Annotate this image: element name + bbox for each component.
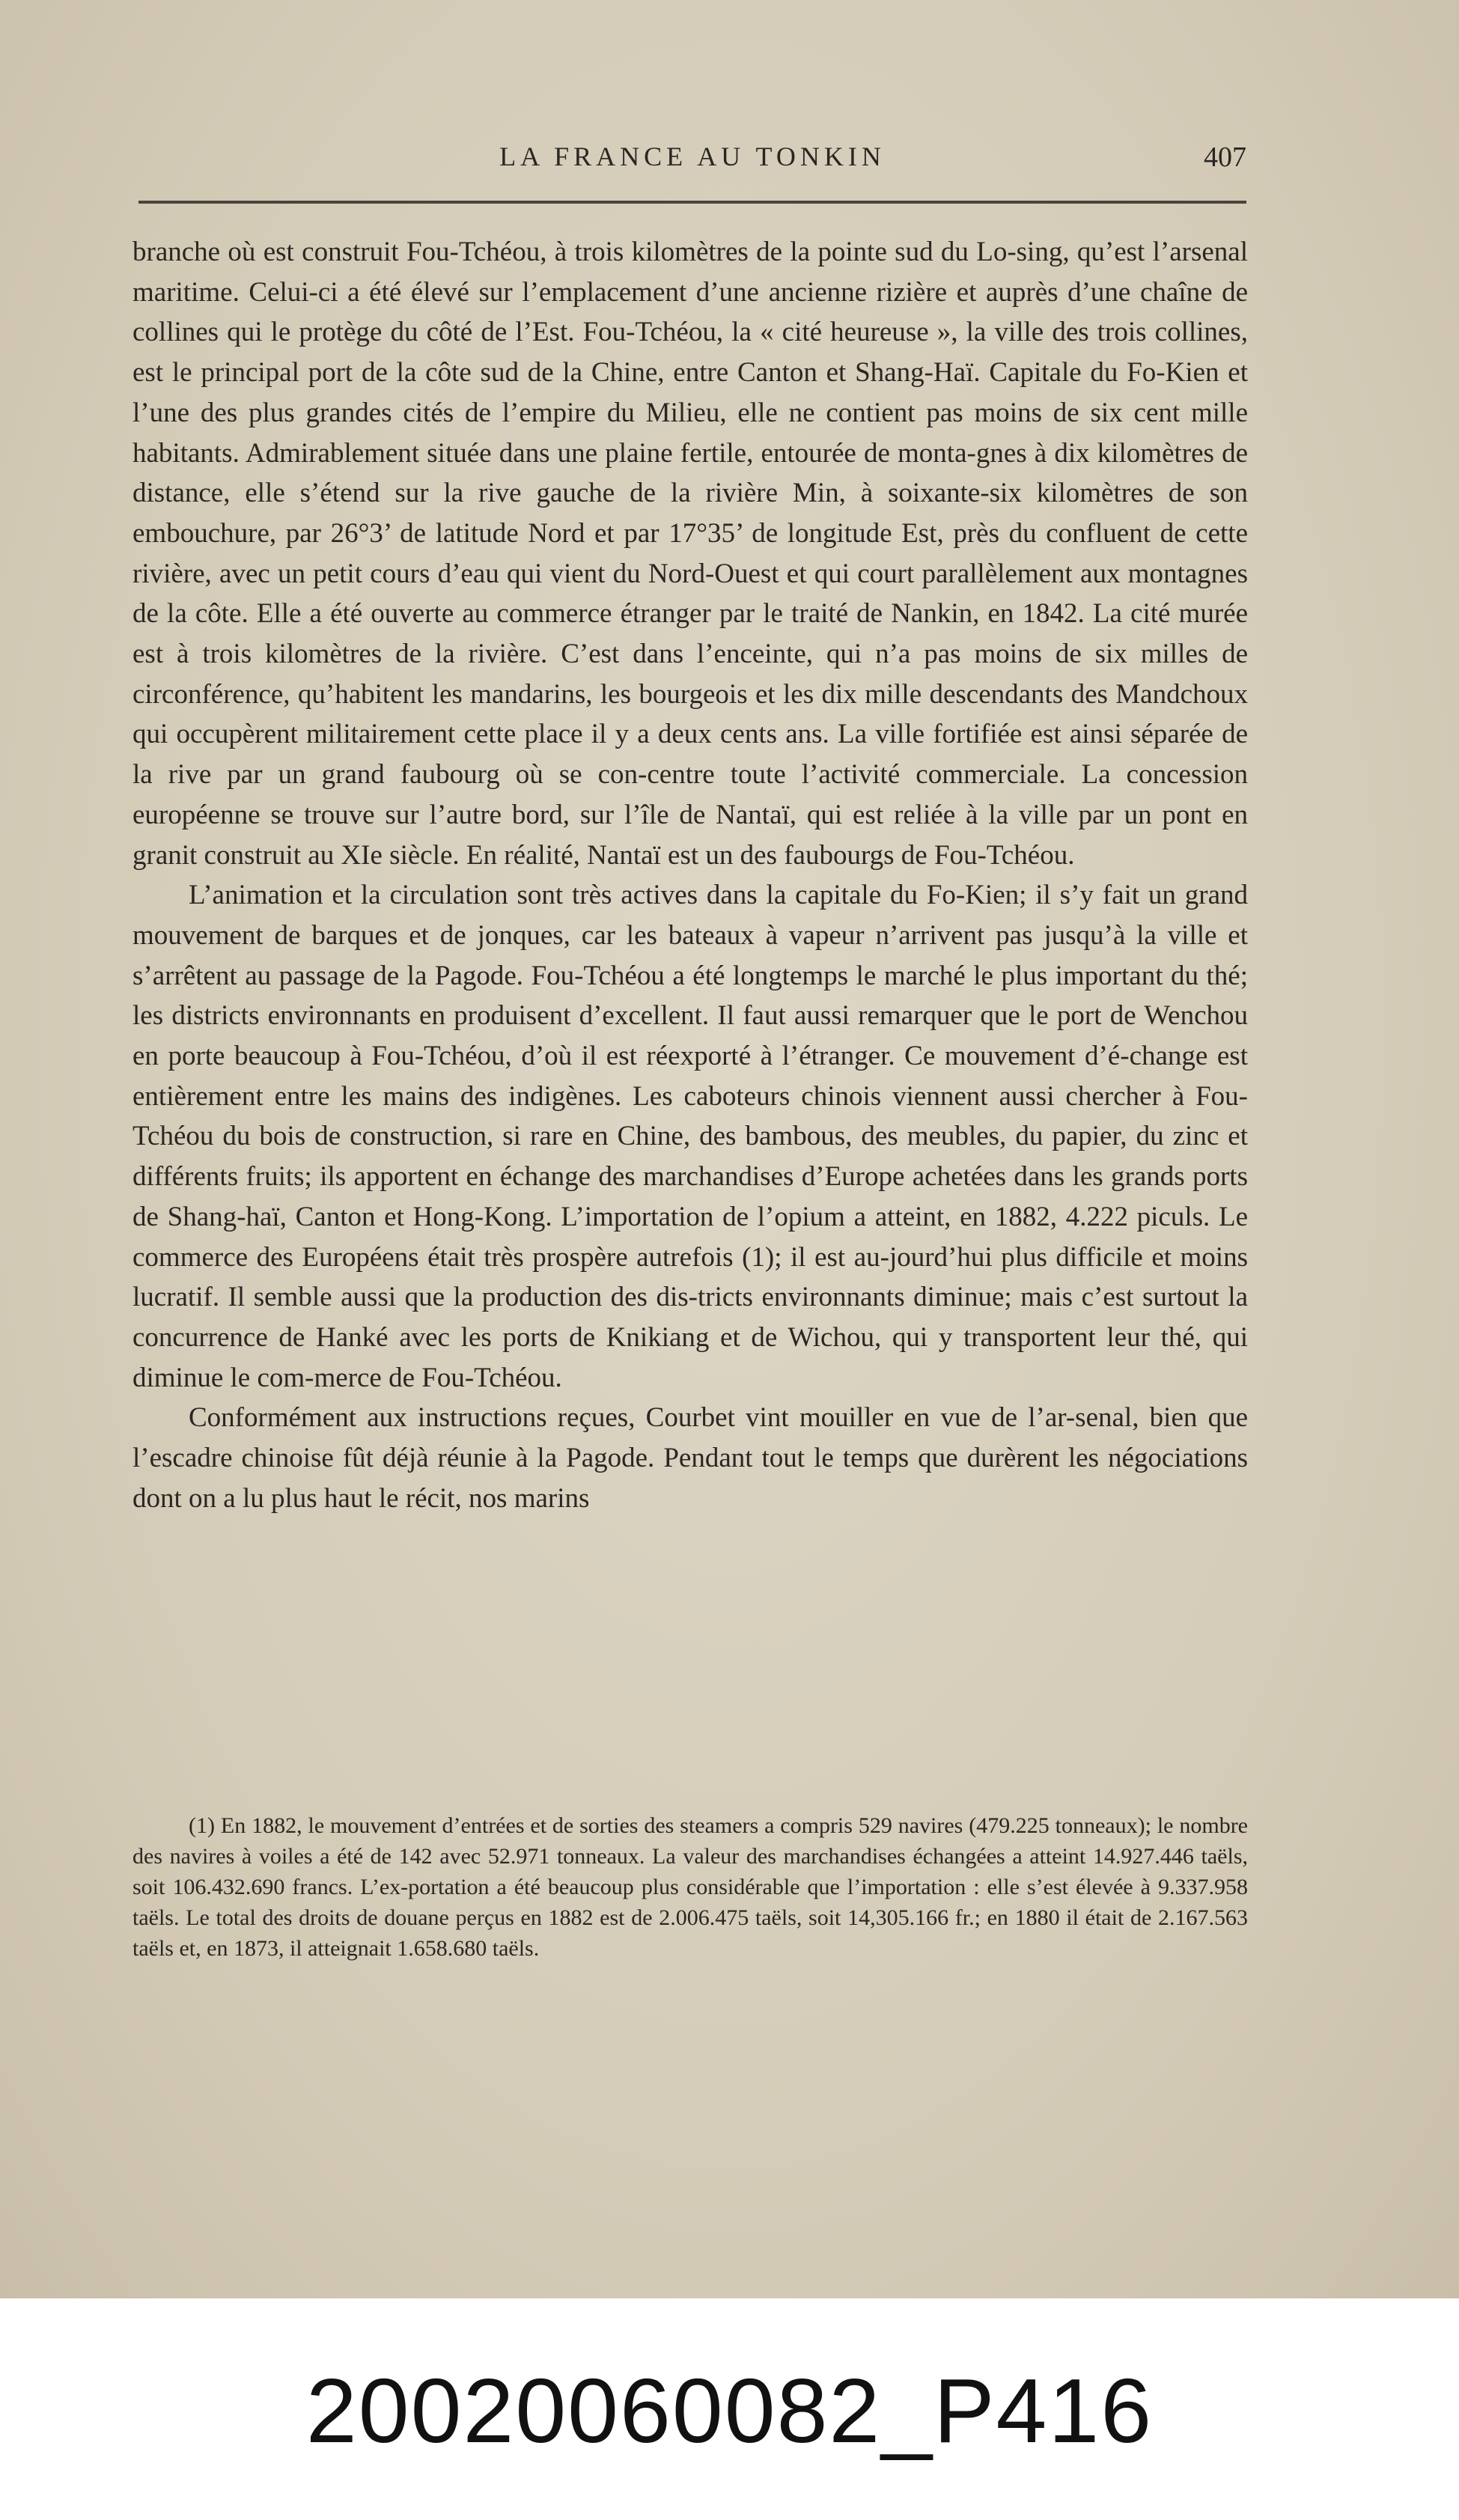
footnote-1: (1) En 1882, le mouvement d’entrées et de sorties des steamers a compris 529 navires (479.225 tonneaux); le nombre des navires à voiles a été de 142 avec 52.971 tonneaux. La valeur des marchandises échangées a atteint 14.927.446 taëls, soit 106.432.690 francs. L’ex-portation a été beaucoup plus considérable que l’importation : elle s’est élevée à 9.337.958 taëls. Le total des droits de douane perçus en 1882 est de 2.006.475 taëls, soit 14,305.166 fr.; en 1880 il était de 2.167.563 taëls et, en 1873, il atteignait 1.658.680 taëls. [133, 1813, 1248, 1961]
page-number: 407 [1204, 141, 1246, 173]
body-text [133, 232, 1248, 1519]
footnote-block [133, 1810, 1248, 1964]
running-head [138, 141, 1246, 178]
paragraph-1: branche où est construit Fou-Tchéou, à trois kilomètres de la pointe sud du Lo-sing, qu’est l’arsenal maritime. Celui-ci a été élevé sur l’emplacement d’une ancienne rizière et auprès d’une chaîne de collines qui le protège du côté de l’Est. Fou-Tchéou, la « cité heureuse », la ville des trois collines, est le principal port de la côte sud de la Chine, entre Canton et Shang-Haï. Capitale du Fo-Kien et l’une des plus grandes cités de l’empire du Milieu, elle ne contient pas moins de six cent mille habitants. Admirablement située dans une plaine fertile, entourée de monta-gnes à dix kilomètres de distance, elle s’étend sur la rive gauche de la rivière Min, à soixante-six kilomètres de son embouchure, par 26°3’ de latitude Nord et par 17°35’ de longitude Est, près du confluent de cette rivière, avec un petit cours d’eau qui vient du Nord-Ouest et qui court parallèlement aux montagnes de la côte. Elle a été ouverte au commerce étranger par le traité de Nankin, en 1842. La cité murée est à trois kilomètres de la rivière. C’est dans l’enceinte, qui n’a pas moins de six milles de circonférence, qu’habitent les mandarins, les bourgeois et les dix mille descendants des Mandchoux qui occupèrent militairement cette place il y a deux cents ans. La ville fortifiée est ainsi séparée de la rive par un grand faubourg où se con-centre toute l’activité commerciale. La concession européenne se trouve sur l’autre bord, sur l’île de Nantaï, qui est reliée à la ville par un pont en granit construit au XIe siècle. En réalité, Nantaï est un des faubourgs de Fou-Tchéou. [133, 237, 1248, 871]
header-rule [138, 201, 1246, 204]
image-id-caption: 20020060082_P416 [305, 2360, 1154, 2462]
paragraph-2: L’animation et la circulation sont très actives dans la capitale du Fo-Kien; il s’y fait un grand mouvement de barques et de jonques, car les bateaux à vapeur n’arrivent pas jusqu’à la ville et s’arrêtent au passage de la Pagode. Fou-Tchéou a été longtemps le marché le plus important du thé; les districts environnants en produisent d’excellent. Il faut aussi remarquer que le port de Wenchou en porte beaucoup à Fou-Tchéou, d’où il est réexporté à l’étranger. Ce mouvement d’é-change est entièrement entre les mains des indigènes. Les caboteurs chinois viennent aussi chercher à Fou-Tchéou du bois de construction, si rare en Chine, des bambous, des meubles, du papier, du zinc et différents fruits; ils apportent en échange des marchandises d’Europe achetées dans les grands ports de Shang-haï, Canton et Hong-Kong. L’importation de l’opium a atteint, en 1882, 4.222 piculs. Le commerce des Européens était très prospère autrefois (1); il est au-jourd’hui plus difficile et moins lucratif. Il semble aussi que la production des dis-tricts environnants diminue; mais c’est surtout la concurrence de Hanké avec les ports de Knikiang et de Wichou, qui y transportent leur thé, qui diminue le com-merce de Fou-Tchéou. [133, 880, 1248, 1393]
running-title: LA FRANCE AU TONKIN [499, 141, 886, 171]
paragraph-3: Conformément aux instructions reçues, Courbet vint mouiller en vue de l’ar-senal, bien que l’escadre chinoise fût déjà réunie à la Pagode. Pendant tout le temps que durèrent les négociations dont on a lu plus haut le récit, nos marins [133, 1402, 1248, 1514]
